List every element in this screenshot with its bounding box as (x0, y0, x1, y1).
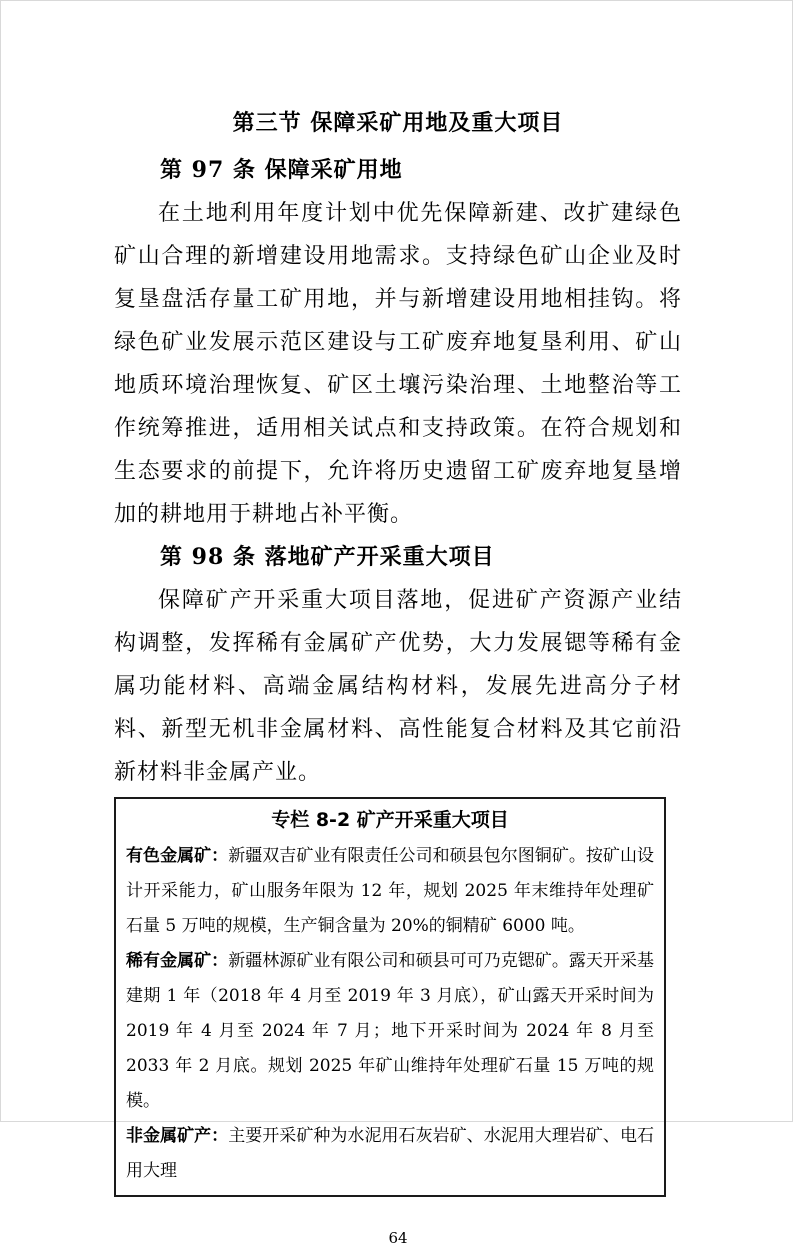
box-item-rare-metal (126, 944, 654, 1119)
box-item-nonferrous-text: 新疆双吉矿业有限责任公司和硕县包尔图铜矿。按矿山设计开采能力，矿山服务年限为 12 年，规划 2025 年末维持年处理矿石量 5 万吨的规模，生产铜含量为 20%的铜精矿 6000 吨。 (126, 846, 655, 936)
article-97-heading: 第 97 条 保障采矿用地 (160, 157, 403, 183)
box-item-rare-metal-label: 稀有金属矿： (126, 951, 229, 971)
box-item-nonmetal-text: 主要开采矿种为水泥用石灰岩矿、水泥用大理岩矿、电石用大理 (126, 1126, 655, 1181)
feature-box-title: 专栏 8-2 矿产开采重大项目 (271, 809, 509, 831)
page-number: 64 (388, 1229, 408, 1247)
article-98-paragraph: 保障矿产开采重大项目落地，促进矿产资源产业结构调整，发挥稀有金属矿产优势，大力发展锶等稀有金属功能材料、高端金属结构材料，发展先进高分子材料、新型无机非金属材料、高性能复合材料及其它前沿新材料非金属产业。 (114, 588, 682, 785)
box-item-nonferrous-label: 有色金属矿： (126, 846, 229, 866)
box-item-nonferrous (126, 839, 654, 944)
article-98-heading: 第 98 条 落地矿产开采重大项目 (160, 544, 495, 570)
article-97-paragraph: 在土地利用年度计划中优先保障新建、改扩建绿色矿山合理的新增建设用地需求。支持绿色矿山企业及时复垦盘活存量工矿用地，并与新增建设用地相挂钩。将绿色矿业发展示范区建设与工矿废弃地复垦利用、矿山地质环境治理恢复、矿区土壤污染治理、土地整治等工作统筹推进，适用相关试点和支持政策。在符合规划和生态要求的前提下，允许将历史遗留工矿废弃地复垦增加的耕地用于耕地占补平衡。 (114, 201, 682, 527)
box-item-rare-metal-text: 新疆林源矿业有限公司和硕县可可乃克锶矿。露天开采基建期 1 年（2018 年 4 月至 2019 年 3 月底），矿山露天开采时间为 2019 年 4 月至 2024 年 7 月；地下开采时间为 2024 年 8 月至 2033 年 2 月底。规划 2025 年矿山维持年处理矿石量 15 万吨的规模。 (126, 951, 655, 1111)
section-title: 第三节 保障采矿用地及重大项目 (232, 111, 564, 136)
feature-box-8-2 (114, 797, 666, 1197)
box-item-nonmetal (126, 1119, 654, 1189)
box-item-nonmetal-label: 非金属矿产： (126, 1126, 229, 1146)
page-content (1, 1, 793, 1247)
